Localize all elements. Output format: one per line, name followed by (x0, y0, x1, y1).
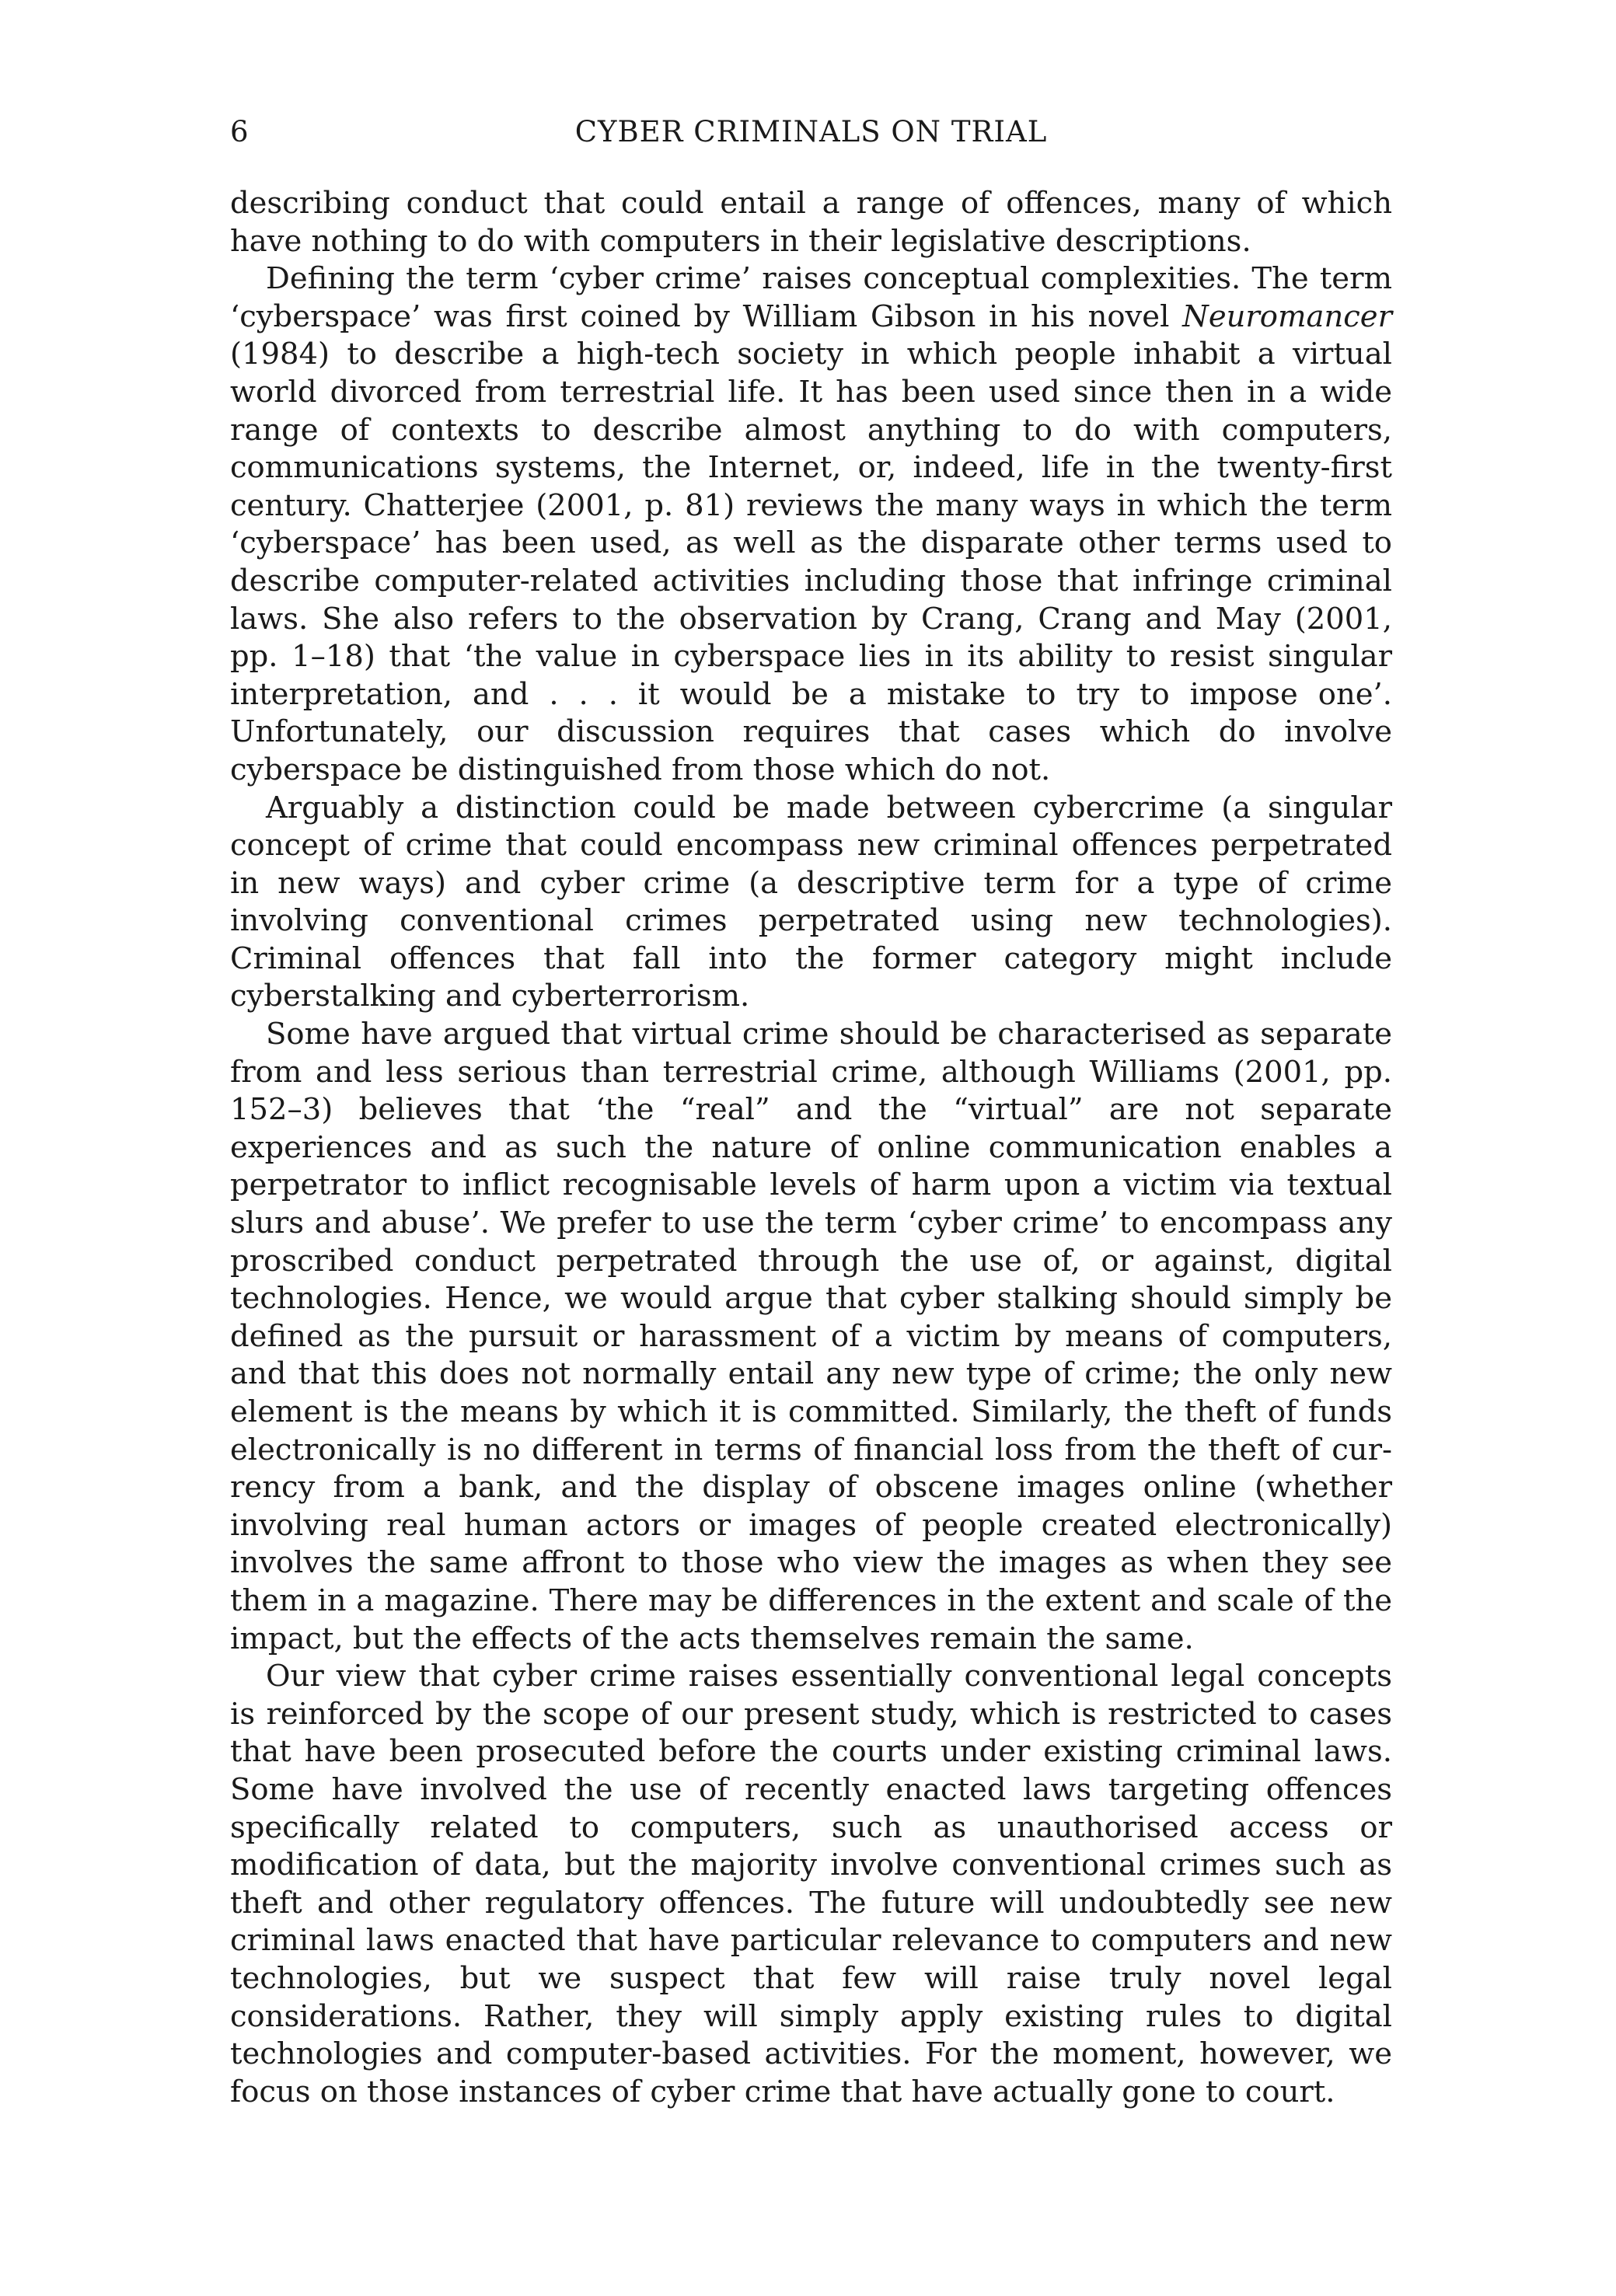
running-title: CYBER CRIMINALS ON TRIAL (574, 115, 1048, 148)
page-number: 6 (230, 115, 249, 148)
paragraph-text: (1984) to describe a high-tech society in which people inhabit a virtual world divorced from terrestrial life. It has been used since then in a wide range of contexts to describe almost anything to do with computers, communications systems, the Internet, or, indeed, life in the twenty-first century. Chatterjee (2001, p. 81) reviews the many ways in which the term ‘cyberspace’ has been used, as well as the disparate other terms used to describe computer-related activities including those that infringe criminal laws. She also refers to the observation by Crang, Crang and May (2001, pp. 1–18) that ‘the value in cyberspace lies in its ability to resist singular interpretation, and . . . it would be a mistake to try to impose one’. Unfortunately, our discussion requires that cases which do involve cyberspace be distinguished from those which do not. (230, 337, 1392, 787)
paragraph-text: Defining the term ‘cyber crime’ raises conceptual complexities. The term ‘cyberspace’ was first coined by William Gibson in his novel (230, 261, 1392, 334)
paragraph-defining-cyber-crime (230, 260, 1392, 789)
body-text (230, 185, 1392, 2111)
paragraph-cybercrime-distinction: Arguably a distinction could be made between cybercrime (a singular concept of crime that could encompass new criminal offences perpetrated in new ways) and cyber crime (a descriptive term for a type of crime involving conventional crimes perpetrated using new technologies). Criminal offences that fall into the former category might include cyberstalking and cyberterrorism. (230, 790, 1392, 1014)
paragraph-conventional-concepts: Our view that cyber crime raises essentially conventional legal concepts is reinforced by the scope of our present study, which is restricted to cases that have been prosecuted before the courts under existing criminal laws. Some have involved the use of recently enacted laws targeting offences specifically related to computers, such as unauthorised access or modification of data, but the majority involve conventional crimes such as theft and other regulatory offences. The future will undoubtedly see new criminal laws enacted that have particular relevance to computers and new technologies, but we suspect that few will raise truly novel legal considerations. Rather, they will simply apply existing rules to digital technologies and computer-based activities. For the moment, however, we focus on those instances of cyber crime that have actually gone to court. (230, 1659, 1392, 2109)
paragraph-virtual-crime: Some have argued that virtual crime should be characterised as separate from and less serious than terrestrial crime, although Williams (2001, pp. 152–3) believes that ‘the “real” and the “virtual” are not separate experiences and as such the nature of online communication enables a perpetrator to inflict recognisable levels of harm upon a victim via textual slurs and abuse’. We prefer to use the term ‘cyber crime’ to encompass any proscribed conduct perpetrated through the use of, or against, digital technologies. Hence, we would argue that cyber stalking should simply be defined as the pursuit or harassment of a victim by means of computers, and that this does not normally entail any new type of crime; the only new element is the means by which it is committed. Similarly, the theft of funds electronically is no different in terms of financial loss from the theft of currency from a bank, and the display of obscene images online (whether involving real human actors or images of people created electronically) involves the same affront to those who view the images as when they see them in a magazine. There may be differences in the extent and scale of the impact, but the effects of the acts themselves remain the same. (230, 1017, 1392, 1656)
paragraph-continuation: describing conduct that could entail a range of offences, many of which have nothing to do with computers in their legislative descriptions. (230, 186, 1392, 259)
book-title-neuromancer: Neuromancer (1182, 298, 1392, 334)
running-head (230, 109, 1392, 155)
